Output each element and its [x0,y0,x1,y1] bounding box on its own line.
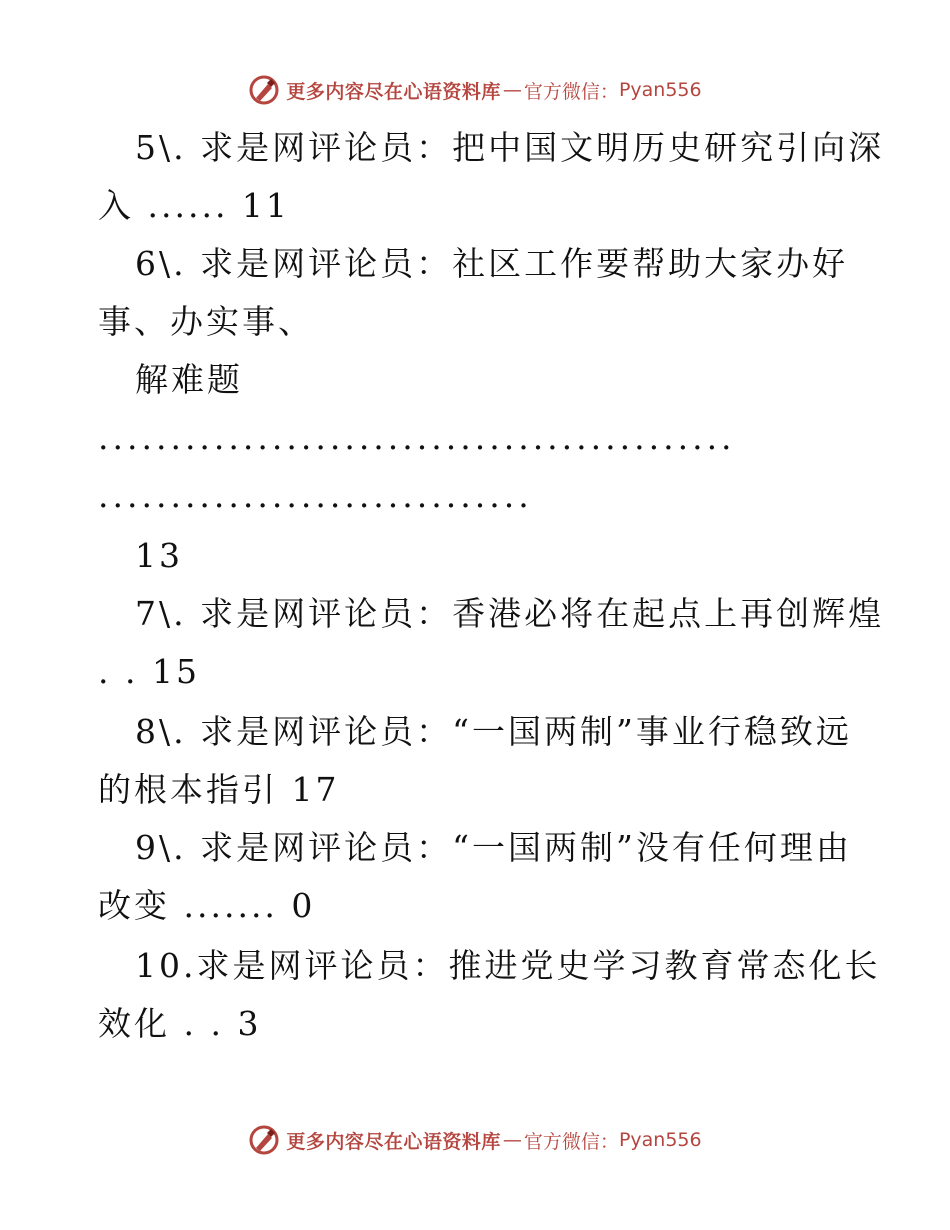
toc-entry-10-line-2[interactable]: 效化 . . 3 [98,1004,262,1043]
wechat-label: 官方微信： [523,1130,619,1153]
toc-entry-5-line-1[interactable]: 5\. 求是网评论员：把中国文明历史研究引向深 [135,128,885,167]
brand-name: 更多内容尽在心语资料库 [286,1130,501,1153]
brand-dash: — [502,1129,522,1151]
toc-entry-7-line-1[interactable]: 7\. 求是网评论员：香港必将在起点上再创辉煌 [135,594,885,633]
pen-logo-icon [248,74,280,106]
toc-entry-6-page[interactable]: 13 [135,536,183,575]
toc-entry-6-line-2[interactable]: 事、办实事、 [98,302,314,341]
footer-banner [0,1120,950,1160]
toc-entry-6-leader-1: ............................................ [98,418,736,457]
brand-dash: — [502,79,522,101]
pen-logo-icon [248,1124,280,1156]
toc-entry-6-leader-2: .............................. [98,476,533,515]
toc-entry-8-line-1[interactable]: 8\. 求是网评论员：“一国两制”事业行稳致远 [135,712,852,751]
toc-entry-10-line-1[interactable]: 10.求是网评论员：推进党史学习教育常态化长 [135,946,881,985]
toc-entry-6-line-3[interactable]: 解难题 [135,360,243,399]
wechat-id: Pyan556 [618,79,702,101]
toc-entry-7-line-2[interactable]: . . 15 [98,652,200,691]
toc-entry-6-line-1[interactable]: 6\. 求是网评论员：社区工作要帮助大家办好 [135,244,849,283]
toc-entry-9-line-1[interactable]: 9\. 求是网评论员：“一国两制”没有任何理由 [135,828,852,867]
toc-entry-8-line-2[interactable]: 的根本指引 17 [98,770,340,809]
toc-entry-5-line-2[interactable]: 入 ...... 11 [98,186,290,225]
header-banner [0,70,950,110]
wechat-label: 官方微信： [523,80,619,103]
wechat-id: Pyan556 [618,1129,702,1151]
toc-entry-9-line-2[interactable]: 改变 ....... 0 [98,886,316,925]
brand-name: 更多内容尽在心语资料库 [286,80,501,103]
